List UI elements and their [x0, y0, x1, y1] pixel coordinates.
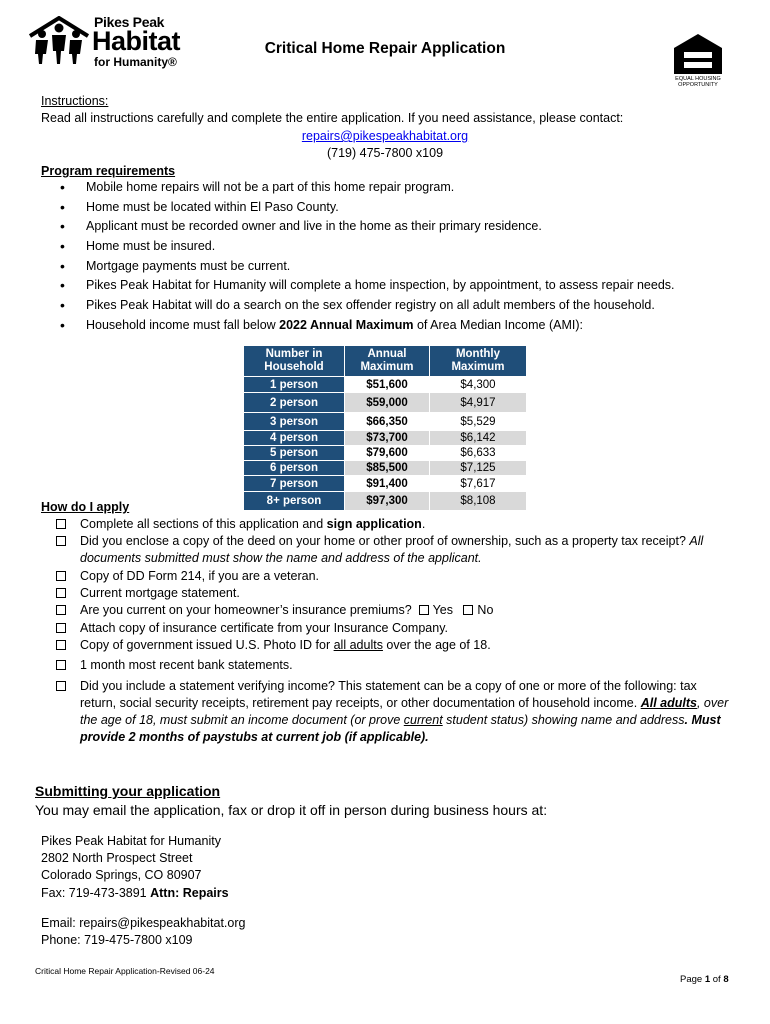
logo-line-1: Pikes Peak: [94, 14, 165, 30]
list-item: • Home must be insured.: [58, 239, 675, 259]
table-row: 8+ person $97,300 $8,108: [244, 492, 526, 510]
checkbox[interactable]: [56, 681, 66, 691]
table-header: Monthly Maximum: [430, 346, 526, 376]
fax-line: Fax: 719-473-3891 Attn: Repairs: [41, 886, 229, 900]
table-header: Annual Maximum: [345, 346, 429, 376]
table-row: 7 person $91,400 $7,617: [244, 476, 526, 491]
checkbox[interactable]: [56, 660, 66, 670]
checkbox[interactable]: [56, 519, 66, 529]
program-requirements-list: [58, 180, 675, 338]
checkbox[interactable]: [56, 623, 66, 633]
yes-checkbox[interactable]: [419, 605, 429, 615]
list-item: • Pikes Peak Habitat for Humanity will complete a home inspection, by appointment, to assess repair needs.: [58, 278, 675, 298]
list-item: • Home must be located within El Paso County.: [58, 200, 675, 220]
table-header: Number in Household: [244, 346, 344, 376]
phone-line: Phone: 719-475-7800 x109: [41, 933, 193, 947]
equal-housing-caption: EQUAL HOUSING OPPORTUNITY: [675, 76, 721, 88]
table-row: 4 person $73,700 $6,142: [244, 431, 526, 445]
table-row: 5 person $79,600 $6,633: [244, 446, 526, 460]
contact-email-link[interactable]: repairs@pikespeakhabitat.org: [301, 129, 469, 143]
address-line: 2802 North Prospect Street: [41, 851, 193, 865]
submit-heading: Submitting your application: [35, 783, 221, 799]
contact-phone: (719) 475-7800 x109: [326, 146, 444, 160]
checklist-item-deed-cont: documents submitted must show the name and address of the applicant.: [80, 551, 482, 565]
table-row: 1 person $51,600 $4,300: [244, 377, 526, 392]
footer-revision: Critical Home Repair Application-Revised 06-24: [35, 966, 215, 976]
email-line: Email: repairs@pikespeakhabitat.org: [41, 916, 246, 930]
address-line: Pikes Peak Habitat for Humanity: [41, 834, 221, 848]
table-row: 6 person $85,500 $7,125: [244, 461, 526, 475]
logo-line-2: Habitat: [92, 26, 181, 56]
checkbox[interactable]: [56, 571, 66, 581]
checkbox[interactable]: [56, 536, 66, 546]
table-row: 3 person $66,350 $5,529: [244, 413, 526, 430]
no-checkbox[interactable]: [463, 605, 473, 615]
list-item: • Applicant must be recorded owner and live in the home as their primary residence.: [58, 219, 675, 239]
instructions-text: Read all instructions carefully and complete the entire application. If you need assistance, please contact:: [41, 111, 624, 125]
equal-housing-logo: [670, 32, 726, 90]
list-item: • Pikes Peak Habitat will do a search on the sex offender registry on all adult members of the household.: [58, 298, 675, 318]
equal-housing-icon: [670, 32, 726, 76]
page-title: Critical Home Repair Application: [264, 40, 506, 57]
apply-heading: How do I apply: [41, 500, 130, 514]
ami-table: [243, 345, 527, 511]
checkbox[interactable]: [56, 605, 66, 615]
logo-line-3: for Humanity®: [94, 55, 177, 69]
list-item: • Mortgage payments must be current.: [58, 259, 675, 279]
address-line: Colorado Springs, CO 80907: [41, 868, 202, 882]
checkbox[interactable]: [56, 588, 66, 598]
list-item-income: • Household income must fall below 2022 Annual Maximum of Area Median Income (AMI):: [58, 318, 675, 338]
income-line-4: provide 2 months of paystubs at current job (if applicable).: [80, 730, 429, 744]
program-heading: Program requirements: [41, 164, 176, 178]
income-line-2: return, social security receipts, retirement pay receipts, or other documentation of household income. All adults, over: [80, 696, 729, 710]
checkbox[interactable]: [56, 640, 66, 650]
list-item: • Mobile home repairs will not be a part of this home repair program.: [58, 180, 675, 200]
page-number: Page 1 of 8: [680, 974, 729, 985]
income-line-3: the age of 18, must submit an income document (or prove current student status) showing name and address. Must: [80, 713, 721, 727]
submit-intro: You may email the application, fax or drop it off in person during business hours at:: [35, 802, 548, 818]
instructions-heading: Instructions:: [41, 94, 109, 108]
table-row: 2 person $59,000 $4,917: [244, 393, 526, 412]
